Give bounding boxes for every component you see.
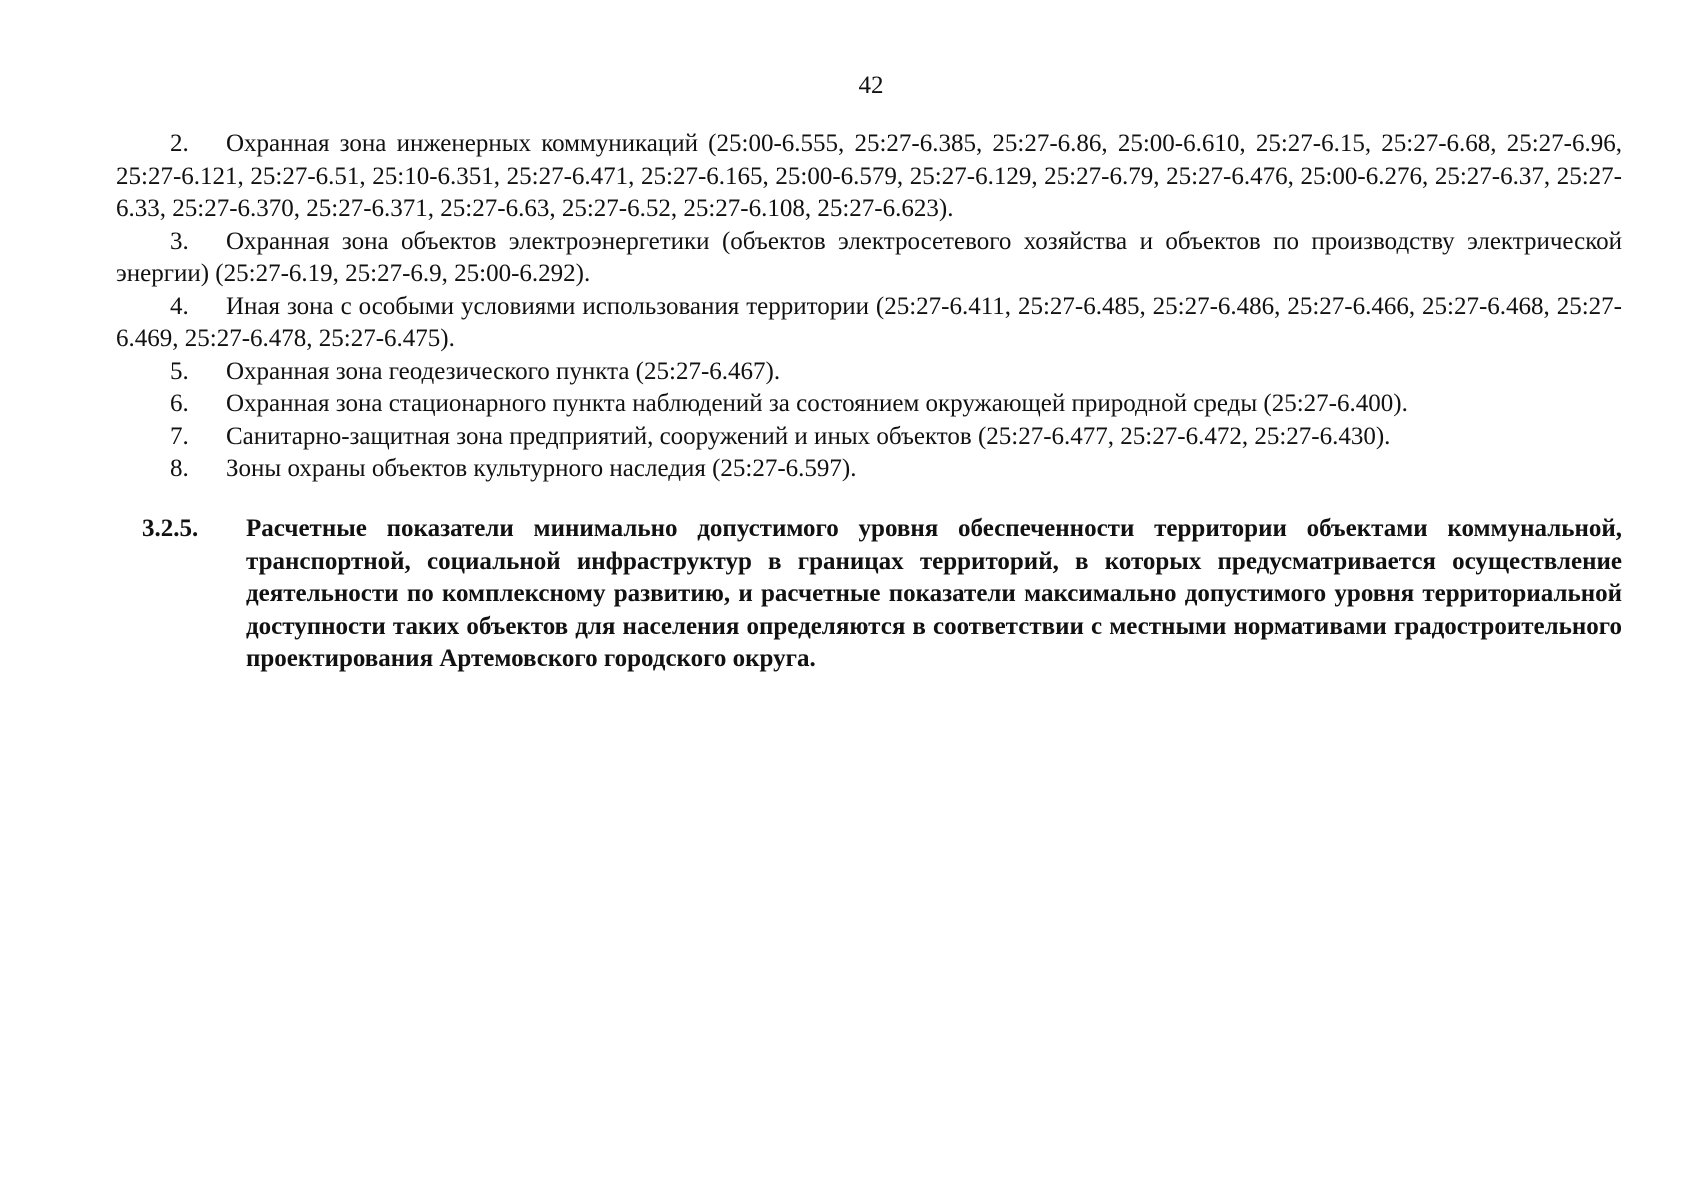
section-text: Расчетные показатели минимально допустимого уровня обеспеченности территории объектами коммунальной, транспортной, социальной инфраструктур в границах территорий, в которых предусматривается осуществление деятельности по комплексному развитию, и расчетные показатели максимально допустимого уровня территориальной доступности таких объектов для населения определяются в соответствии с местными нормативами градостроительного проектирования Артемовского городского округа. — [246, 515, 1622, 672]
list-item-text: Охранная зона стационарного пункта наблюдений за состоянием окружающей природной среды (25:27-6.400). — [226, 390, 1408, 417]
list-item — [116, 453, 1622, 486]
list-item-text: Охранная зона объектов электроэнергетики (объектов электросетевого хозяйства и объектов по производству электрической энергии) (25:27-6.19, 25:27-6.9, 25:00-6.292). — [116, 227, 1622, 287]
list-item — [116, 421, 1622, 454]
list-item-number: 3. — [170, 227, 189, 255]
zone-list — [116, 128, 1622, 486]
list-item — [116, 356, 1622, 389]
page-number: 42 — [858, 72, 884, 99]
list-item-text: Охранная зона инженерных коммуникаций (25:00-6.555, 25:27-6.385, 25:27-6.86, 25:00-6.610, 25:27-6.15, 25:27-6.68, 25:27-6.96, 25:27-6.121, 25:27-6.51, 25:10-6.351, 25:27-6.471, 25:27-6.165, 25:00-6.579, 25:27-6.129, 25:27-6.79, 25:27-6.476, 25:00-6.276, 25:27-6.37, 25:27-6.33, 25:27-6.370, 25:27-6.371, 25:27-6.63, 25:27-6.52, 25:27-6.108, 25:27-6.623). — [116, 130, 1622, 222]
list-item — [116, 128, 1622, 226]
list-item-number: 6. — [170, 390, 189, 417]
list-item-number: 8. — [170, 455, 189, 482]
list-item-text: Зоны охраны объектов культурного наследия (25:27-6.597). — [226, 455, 857, 482]
list-item-number: 7. — [170, 422, 189, 450]
list-item-text: Санитарно-защитная зона предприятий, сооружений и иных объектов (25:27-6.477, 25:27-6.472, 25:27-6.430). — [226, 422, 1391, 450]
list-item-number: 2. — [170, 130, 189, 157]
list-item — [116, 388, 1622, 421]
section-number: 3.2.5. — [142, 515, 199, 542]
list-item-text: Иная зона с особыми условиями использования территории (25:27-6.411, 25:27-6.485, 25:27-6.486, 25:27-6.466, 25:27-6.468, 25:27-6.469, 25:27-6.478, 25:27-6.475). — [116, 292, 1622, 352]
section-heading — [142, 513, 1622, 676]
list-item-text: Охранная зона геодезического пункта (25:27-6.467). — [226, 357, 781, 385]
list-item-number: 4. — [170, 292, 189, 320]
list-item — [116, 291, 1622, 356]
list-item — [116, 226, 1622, 291]
list-item-number: 5. — [170, 357, 189, 385]
